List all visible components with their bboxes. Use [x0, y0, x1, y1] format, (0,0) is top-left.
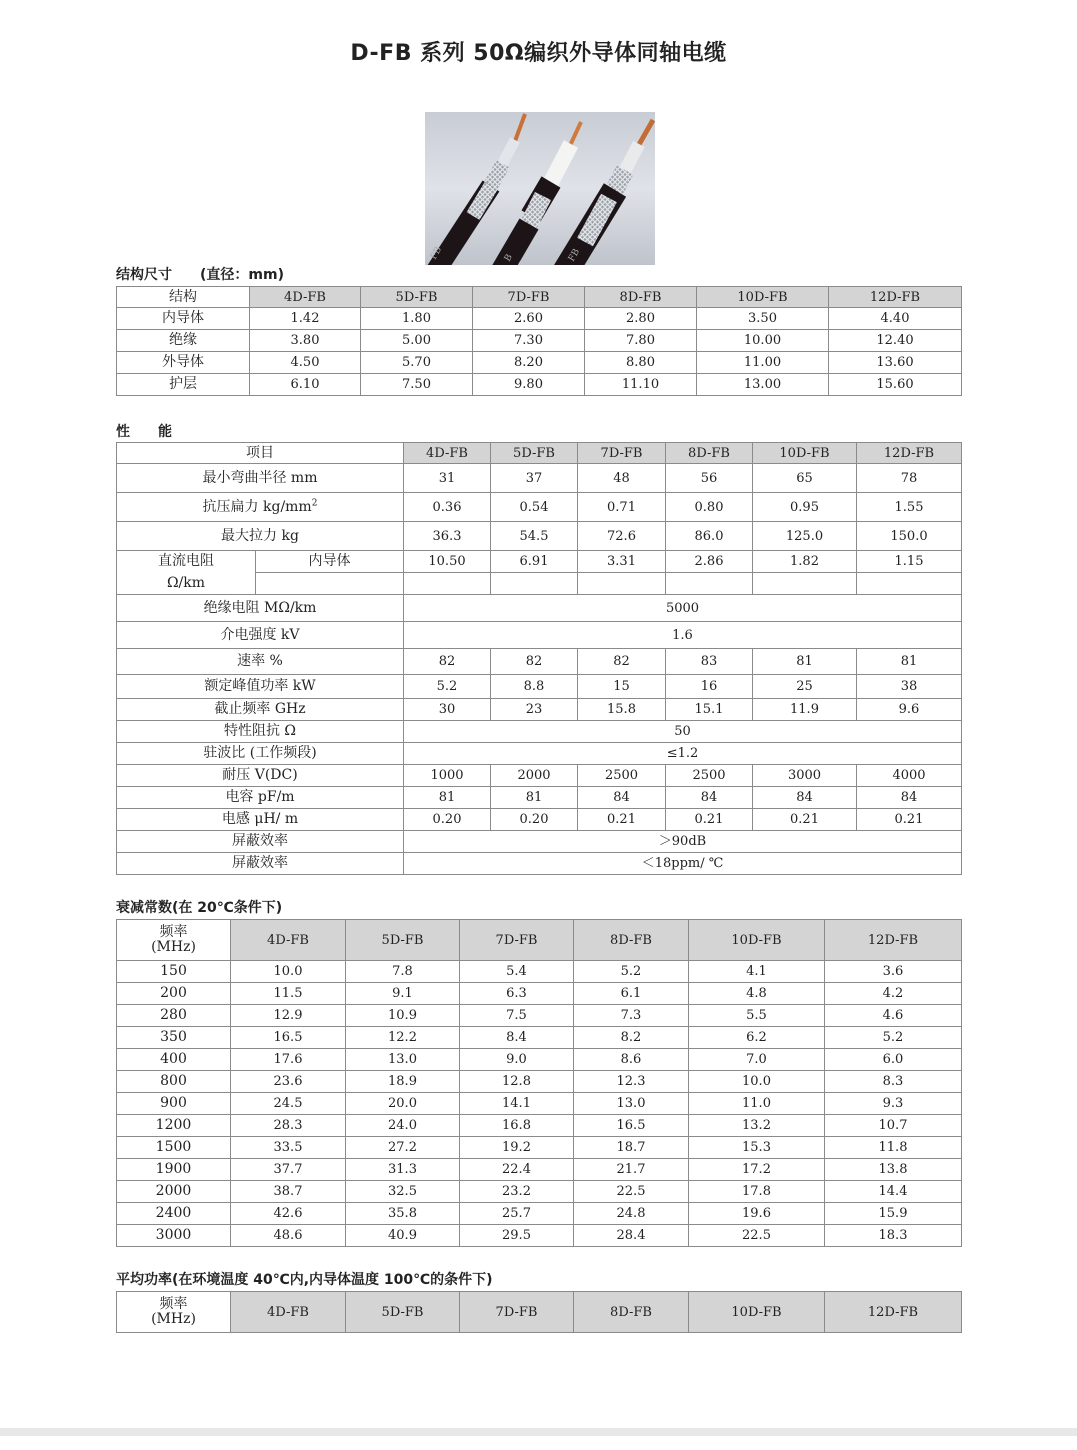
cell: 83 — [666, 649, 753, 675]
table-row — [117, 649, 962, 675]
table-row — [117, 961, 962, 983]
cell: 20.0 — [346, 1093, 460, 1115]
cell: 22.5 — [574, 1181, 689, 1203]
cell: 6.0 — [825, 1049, 962, 1071]
page-title: D-FB 系列 50Ω编织外导体同轴电缆 — [350, 41, 727, 66]
cell — [753, 573, 857, 595]
cell: 2500 — [578, 765, 666, 787]
cell: 16 — [666, 675, 753, 699]
freq-header-bottom: (MHz) — [151, 1311, 196, 1327]
freq-cell: 400 — [117, 1049, 231, 1071]
row-label: 护层 — [117, 374, 250, 396]
cell: 13.00 — [697, 374, 829, 396]
table-row — [117, 1027, 962, 1049]
row-label: 特性阻抗 Ω — [117, 721, 404, 743]
cell: 7.30 — [473, 330, 585, 352]
row-label: 最大拉力 kg — [117, 522, 404, 551]
cell: 0.95 — [753, 493, 857, 522]
cell: 19.6 — [689, 1203, 825, 1225]
table-row — [117, 853, 962, 875]
cell: 13.60 — [829, 352, 962, 374]
cell: 82 — [404, 649, 491, 675]
row-label: 内导体 — [117, 308, 250, 330]
cell: 25 — [753, 675, 857, 699]
crush-unit-sup: 2 — [311, 497, 318, 508]
cell: 81 — [404, 787, 491, 809]
cell: 13.0 — [346, 1049, 460, 1071]
cell: 9.6 — [857, 699, 962, 721]
freq-cell: 3000 — [117, 1225, 231, 1247]
row-label: 截止频率 GHz — [117, 699, 404, 721]
cell: 7.0 — [689, 1049, 825, 1071]
attenuation-table — [116, 919, 962, 1247]
cell: 42.6 — [231, 1203, 346, 1225]
model-header: 7D-FB — [460, 1292, 574, 1333]
row-label: 额定峰值功率 kW — [117, 675, 404, 699]
table-row — [117, 983, 962, 1005]
page-bottom-bar — [0, 1428, 1077, 1436]
cell: 6.3 — [460, 983, 574, 1005]
cell: 22.5 — [689, 1225, 825, 1247]
table-row — [117, 1203, 962, 1225]
cell: 36.3 — [404, 522, 491, 551]
cell: 1000 — [404, 765, 491, 787]
cell: 15.9 — [825, 1203, 962, 1225]
cell: 1.55 — [857, 493, 962, 522]
cell — [256, 573, 404, 595]
cell: 1.80 — [361, 308, 473, 330]
row-label — [117, 493, 404, 522]
table-row — [117, 595, 962, 622]
model-header: 4D-FB — [231, 1292, 346, 1333]
cell: 17.6 — [231, 1049, 346, 1071]
cell — [404, 573, 491, 595]
cell: 11.00 — [697, 352, 829, 374]
cell: 6.10 — [250, 374, 361, 396]
table-row — [117, 573, 962, 595]
cell: 3.31 — [578, 551, 666, 573]
cell: 82 — [578, 649, 666, 675]
cell: 0.54 — [491, 493, 578, 522]
cell: 5.5 — [689, 1005, 825, 1027]
freq-cell: 200 — [117, 983, 231, 1005]
cell: 2.80 — [585, 308, 697, 330]
table-row — [117, 831, 962, 853]
average-power-table — [116, 1291, 962, 1333]
cell: 0.21 — [578, 809, 666, 831]
dc-sub-label: 内导体 — [256, 551, 404, 573]
freq-cell: 1900 — [117, 1159, 231, 1181]
cell: 7.50 — [361, 374, 473, 396]
cell: 10.9 — [346, 1005, 460, 1027]
cell: ＞90dB — [404, 831, 962, 853]
cell: 21.7 — [574, 1159, 689, 1181]
cell: 7.3 — [574, 1005, 689, 1027]
model-header: 8D-FB — [574, 920, 689, 961]
cell: 4.50 — [250, 352, 361, 374]
performance-heading: 性 能 — [116, 424, 172, 440]
model-header: 4D-FB — [231, 920, 346, 961]
model-header: 5D-FB — [361, 287, 473, 308]
freq-cell: 150 — [117, 961, 231, 983]
cell: 38 — [857, 675, 962, 699]
table-row — [117, 352, 962, 374]
cell: 1.15 — [857, 551, 962, 573]
cell: 4.1 — [689, 961, 825, 983]
cell: 6.1 — [574, 983, 689, 1005]
table-row — [117, 920, 962, 961]
coaxial-cable-photo — [425, 112, 655, 265]
table-row — [117, 287, 962, 308]
cell: 17.2 — [689, 1159, 825, 1181]
table-row — [117, 699, 962, 721]
cell: 4000 — [857, 765, 962, 787]
performance-table — [116, 442, 962, 875]
model-header: 10D-FB — [697, 287, 829, 308]
cell: 23 — [491, 699, 578, 721]
cell: 28.4 — [574, 1225, 689, 1247]
cell: 8.6 — [574, 1049, 689, 1071]
cell: 5.00 — [361, 330, 473, 352]
row-label: 介电强度 kV — [117, 622, 404, 649]
cell: 10.00 — [697, 330, 829, 352]
cell: 13.2 — [689, 1115, 825, 1137]
model-header: 5D-FB — [346, 1292, 460, 1333]
model-header: 8D-FB — [585, 287, 697, 308]
table-row — [117, 1292, 962, 1333]
cell: 3.80 — [250, 330, 361, 352]
cell: 81 — [491, 787, 578, 809]
cell: 13.0 — [574, 1093, 689, 1115]
model-header: 10D-FB — [753, 443, 857, 464]
model-header: 8D-FB — [666, 443, 753, 464]
cell: 8.4 — [460, 1027, 574, 1049]
row-label: 最小弯曲半径 mm — [117, 464, 404, 493]
model-header: 10D-FB — [689, 1292, 825, 1333]
model-header: 10D-FB — [689, 920, 825, 961]
cell: 65 — [753, 464, 857, 493]
cell: 7.5 — [460, 1005, 574, 1027]
cell: 19.2 — [460, 1137, 574, 1159]
cell: 8.8 — [491, 675, 578, 699]
cell: 13.8 — [825, 1159, 962, 1181]
row-label: 速率 % — [117, 649, 404, 675]
freq-header-top: 频率 — [159, 1296, 188, 1312]
table-row — [117, 464, 962, 493]
cell — [857, 573, 962, 595]
cable-print-left: FB — [428, 245, 445, 262]
structure-heading: 结构尺寸 (直径：mm) — [116, 267, 284, 283]
table-row — [117, 1181, 962, 1203]
cell: 56 — [666, 464, 753, 493]
cell: 1.82 — [753, 551, 857, 573]
cell: 0.20 — [404, 809, 491, 831]
cell: 150.0 — [857, 522, 962, 551]
cell: 11.0 — [689, 1093, 825, 1115]
table-row — [117, 675, 962, 699]
model-header: 12D-FB — [857, 443, 962, 464]
table-row — [117, 1159, 962, 1181]
model-header: 4D-FB — [250, 287, 361, 308]
cell: 3.6 — [825, 961, 962, 983]
cell: 14.4 — [825, 1181, 962, 1203]
row-label: 耐压 V(DC) — [117, 765, 404, 787]
cell: 82 — [491, 649, 578, 675]
table-row — [117, 551, 962, 573]
cell: 81 — [753, 649, 857, 675]
cell: 7.8 — [346, 961, 460, 983]
cell: 11.9 — [753, 699, 857, 721]
cell: 11.10 — [585, 374, 697, 396]
cell: 17.8 — [689, 1181, 825, 1203]
cell: 15.60 — [829, 374, 962, 396]
cell: 5.2 — [404, 675, 491, 699]
cell: 15.1 — [666, 699, 753, 721]
cable-print-mid: B — [502, 252, 515, 264]
cell: 5.70 — [361, 352, 473, 374]
cell: 72.6 — [578, 522, 666, 551]
cell: 9.1 — [346, 983, 460, 1005]
cell: 31.3 — [346, 1159, 460, 1181]
cell: 16.5 — [231, 1027, 346, 1049]
cell: 81 — [857, 649, 962, 675]
cell: 9.3 — [825, 1093, 962, 1115]
cell: 12.2 — [346, 1027, 460, 1049]
cell: 0.71 — [578, 493, 666, 522]
cell: 11.5 — [231, 983, 346, 1005]
cell — [491, 573, 578, 595]
cell: 6.2 — [689, 1027, 825, 1049]
cell: 8.2 — [574, 1027, 689, 1049]
performance-header-label: 项目 — [117, 443, 404, 464]
cell: 28.3 — [231, 1115, 346, 1137]
table-row — [117, 1071, 962, 1093]
structure-table — [116, 286, 962, 396]
freq-cell: 2400 — [117, 1203, 231, 1225]
cell: 15.3 — [689, 1137, 825, 1159]
cell: 31 — [404, 464, 491, 493]
cell: 9.80 — [473, 374, 585, 396]
table-row — [117, 443, 962, 464]
cell: 23.6 — [231, 1071, 346, 1093]
cell: 0.21 — [753, 809, 857, 831]
cell: 78 — [857, 464, 962, 493]
table-row — [117, 1225, 962, 1247]
cell: 4.8 — [689, 983, 825, 1005]
cell: 24.8 — [574, 1203, 689, 1225]
cell: 12.8 — [460, 1071, 574, 1093]
cell: 10.0 — [231, 961, 346, 983]
row-label: 电感 μH/ m — [117, 809, 404, 831]
table-row — [117, 330, 962, 352]
cell: 4.2 — [825, 983, 962, 1005]
model-header: 12D-FB — [825, 920, 962, 961]
cell: 37 — [491, 464, 578, 493]
cell: 84 — [753, 787, 857, 809]
cell: 16.5 — [574, 1115, 689, 1137]
cell: 0.20 — [491, 809, 578, 831]
cell: 84 — [857, 787, 962, 809]
cell: 38.7 — [231, 1181, 346, 1203]
cell: 5.2 — [574, 961, 689, 983]
cell: 27.2 — [346, 1137, 460, 1159]
table-row — [117, 1115, 962, 1137]
freq-cell: 1200 — [117, 1115, 231, 1137]
cell: ≤1.2 — [404, 743, 962, 765]
freq-cell: 350 — [117, 1027, 231, 1049]
cell: 25.7 — [460, 1203, 574, 1225]
table-row — [117, 308, 962, 330]
model-header: 12D-FB — [829, 287, 962, 308]
freq-header — [117, 920, 231, 961]
row-label: 屏蔽效率 — [117, 853, 404, 875]
table-row — [117, 1049, 962, 1071]
cell: 37.7 — [231, 1159, 346, 1181]
cell: 22.4 — [460, 1159, 574, 1181]
cell: 2.60 — [473, 308, 585, 330]
cell: 2000 — [491, 765, 578, 787]
cable-print-right: FB — [566, 247, 583, 264]
table-row — [117, 622, 962, 649]
cell: 10.0 — [689, 1071, 825, 1093]
table-row — [117, 1093, 962, 1115]
cell: 8.20 — [473, 352, 585, 374]
cell: 3.50 — [697, 308, 829, 330]
cell: 3000 — [753, 765, 857, 787]
row-label: 屏蔽效率 — [117, 831, 404, 853]
cell: 54.5 — [491, 522, 578, 551]
cell: 18.7 — [574, 1137, 689, 1159]
cell: 18.9 — [346, 1071, 460, 1093]
cell: 6.91 — [491, 551, 578, 573]
table-row — [117, 493, 962, 522]
table-row — [117, 787, 962, 809]
cell: 84 — [666, 787, 753, 809]
cell: 18.3 — [825, 1225, 962, 1247]
freq-header-bottom: (MHz) — [151, 939, 196, 955]
cell: 15.8 — [578, 699, 666, 721]
model-header: 7D-FB — [460, 920, 574, 961]
structure-header-label: 结构 — [117, 287, 250, 308]
model-header: 12D-FB — [825, 1292, 962, 1333]
freq-cell: 800 — [117, 1071, 231, 1093]
row-label: 驻波比 (工作频段) — [117, 743, 404, 765]
table-row — [117, 1005, 962, 1027]
row-label: 外导体 — [117, 352, 250, 374]
cell: 0.21 — [857, 809, 962, 831]
average-power-heading: 平均功率(在环境温度 40℃内,内导体温度 100℃的条件下) — [116, 1272, 493, 1288]
model-header: 7D-FB — [473, 287, 585, 308]
cell: 0.36 — [404, 493, 491, 522]
cell: 7.80 — [585, 330, 697, 352]
cell: 2500 — [666, 765, 753, 787]
table-row — [117, 765, 962, 787]
cell: 35.8 — [346, 1203, 460, 1225]
model-header: 8D-FB — [574, 1292, 689, 1333]
model-header: 7D-FB — [578, 443, 666, 464]
cell — [666, 573, 753, 595]
cell: 86.0 — [666, 522, 753, 551]
cell: 5.4 — [460, 961, 574, 983]
cell: 5000 — [404, 595, 962, 622]
cell: 48 — [578, 464, 666, 493]
cell: 14.1 — [460, 1093, 574, 1115]
model-header: 5D-FB — [346, 920, 460, 961]
cell: 30 — [404, 699, 491, 721]
cell: 12.9 — [231, 1005, 346, 1027]
cell: 50 — [404, 721, 962, 743]
table-row — [117, 374, 962, 396]
cell: 23.2 — [460, 1181, 574, 1203]
cell — [578, 573, 666, 595]
cell: 16.8 — [460, 1115, 574, 1137]
freq-cell: 280 — [117, 1005, 231, 1027]
cell: 4.40 — [829, 308, 962, 330]
cell: 32.5 — [346, 1181, 460, 1203]
attenuation-heading: 衰减常数(在 20℃条件下) — [116, 900, 283, 916]
row-label: 绝缘电阻 MΩ/km — [117, 595, 404, 622]
crush-label: 抗压扁力 kg/mm — [202, 498, 312, 515]
cell: 29.5 — [460, 1225, 574, 1247]
model-header: 5D-FB — [491, 443, 578, 464]
freq-cell: 2000 — [117, 1181, 231, 1203]
cell: 10.7 — [825, 1115, 962, 1137]
cell: 5.2 — [825, 1027, 962, 1049]
cell: 15 — [578, 675, 666, 699]
cell: 48.6 — [231, 1225, 346, 1247]
cell: 4.6 — [825, 1005, 962, 1027]
cell: 1.6 — [404, 622, 962, 649]
cell: 0.80 — [666, 493, 753, 522]
cell: 40.9 — [346, 1225, 460, 1247]
row-label: 电容 pF/m — [117, 787, 404, 809]
table-row — [117, 721, 962, 743]
dc-resistance-label-top: 直流电阻 — [117, 551, 256, 573]
cell: 0.21 — [666, 809, 753, 831]
cell: 11.8 — [825, 1137, 962, 1159]
cell: 24.5 — [231, 1093, 346, 1115]
row-label: 绝缘 — [117, 330, 250, 352]
dc-resistance-label-bottom: Ω/km — [117, 573, 256, 595]
table-row — [117, 743, 962, 765]
freq-cell: 1500 — [117, 1137, 231, 1159]
cell: 33.5 — [231, 1137, 346, 1159]
cell: 125.0 — [753, 522, 857, 551]
table-row — [117, 809, 962, 831]
cell: 10.50 — [404, 551, 491, 573]
cell: 1.42 — [250, 308, 361, 330]
cell: 12.3 — [574, 1071, 689, 1093]
cell: 2.86 — [666, 551, 753, 573]
freq-header — [117, 1292, 231, 1333]
cell: 84 — [578, 787, 666, 809]
cell: 24.0 — [346, 1115, 460, 1137]
cell: 9.0 — [460, 1049, 574, 1071]
cell: 12.40 — [829, 330, 962, 352]
cell: ＜18ppm/ ℃ — [404, 853, 962, 875]
model-header: 4D-FB — [404, 443, 491, 464]
cell: 8.3 — [825, 1071, 962, 1093]
cell: 8.80 — [585, 352, 697, 374]
table-row — [117, 1137, 962, 1159]
table-row — [117, 522, 962, 551]
freq-cell: 900 — [117, 1093, 231, 1115]
freq-header-top: 频率 — [159, 924, 188, 940]
